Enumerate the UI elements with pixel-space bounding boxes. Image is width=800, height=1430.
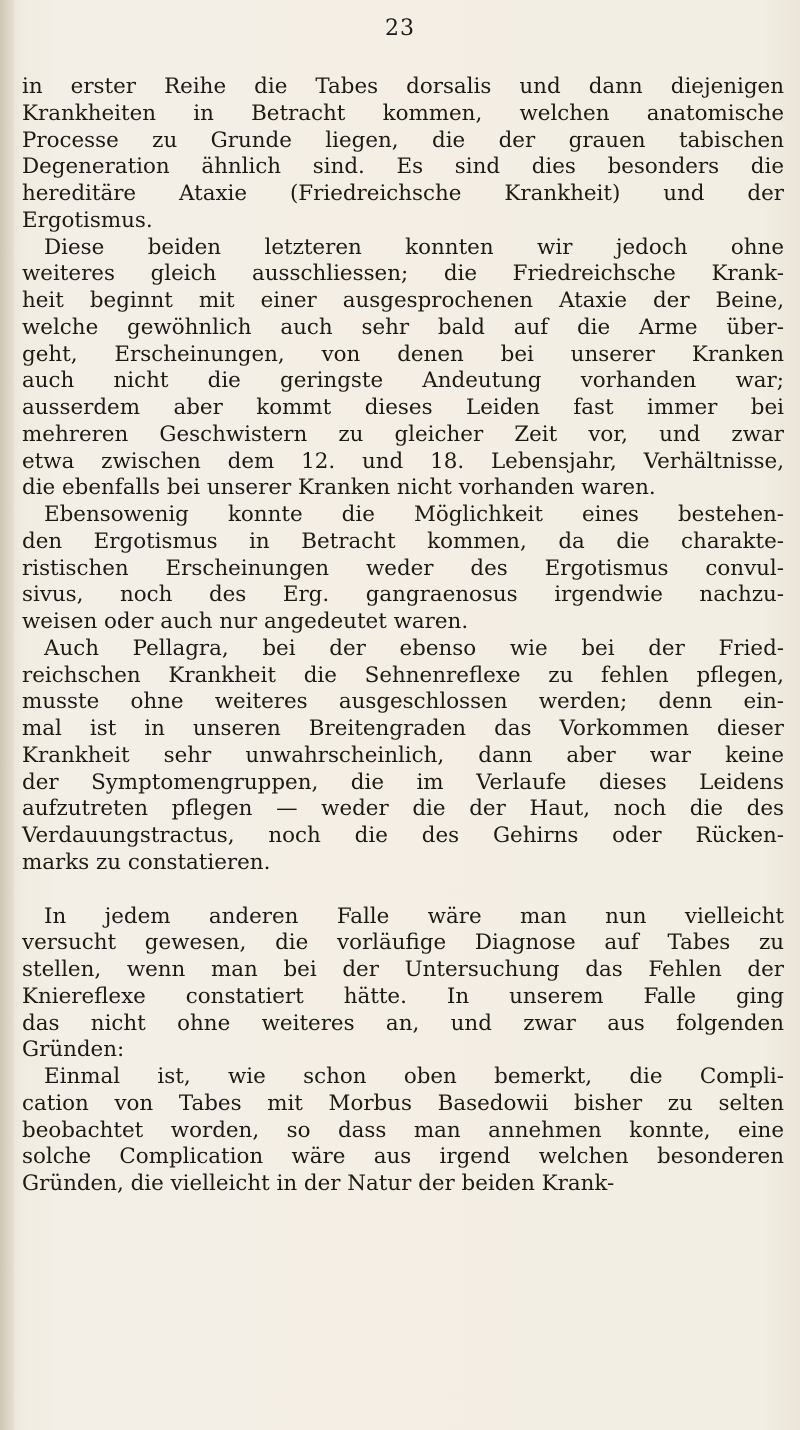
text-line: mal ist in unseren Breitengraden das Vorkommen dieser <box>22 716 784 741</box>
paragraph <box>22 502 784 636</box>
text-line: Diese beiden letzteren konnten wir jedoch ohne <box>44 234 784 260</box>
text-line: cation von Tabes mit Morbus Basedowii bisher zu selten <box>22 1090 784 1116</box>
text-line: welche gewöhnlich auch sehr bald auf die Arme über- <box>22 314 784 340</box>
paragraph-gap <box>22 877 784 904</box>
text-line: Gründen, die vielleicht in der Natur der beiden Krank- <box>22 1171 615 1196</box>
text-line: stellen, wenn man bei der Untersuchung das Fehlen der <box>22 957 784 982</box>
text-line: Krankheiten in Betracht kommen, welchen anatomische <box>22 100 784 126</box>
text-line: sivus, noch des Erg. gangraenosus irgendwie nachzu- <box>22 582 784 608</box>
text-line: den Ergotismus in Betracht kommen, da die charakte- <box>22 528 784 554</box>
text-line: das nicht ohne weiteres an, und zwar aus folgenden <box>22 1010 784 1036</box>
text-line: etwa zwischen dem 12. und 18. Lebensjahr, Verhältnisse, <box>22 448 784 474</box>
text-line: Einmal ist, wie schon oben bemerkt, die Compli- <box>44 1064 784 1089</box>
text-line: Processe zu Grunde liegen, die der grauen tabischen <box>22 127 784 153</box>
text-line: der Symptomengruppen, die im Verlaufe dieses Leidens <box>22 769 784 795</box>
paragraph <box>22 74 784 235</box>
text-line: Verdauungstractus, noch die des Gehirns oder Rücken- <box>22 823 784 848</box>
text-line: heit beginnt mit einer ausgesprochenen Ataxie der Beine, <box>22 288 784 313</box>
page-number: 23 <box>385 16 415 41</box>
text-line: Ebensowenig konnte die Möglichkeit eines bestehen- <box>44 502 784 527</box>
paragraph <box>22 235 784 503</box>
text-line: weiteres gleich ausschliessen; die Friedreichsche Krank- <box>22 261 784 287</box>
text-line: in erster Reihe die Tabes dorsalis und dann diejenigen <box>22 74 784 99</box>
binding-edge <box>0 0 14 1430</box>
body-text <box>22 74 784 1198</box>
text-line: geht, Erscheinungen, von denen bei unserer Kranken <box>22 341 784 367</box>
text-line: marks zu constatieren. <box>22 849 271 875</box>
text-line: ristischen Erscheinungen weder des Ergotismus convul- <box>22 555 784 581</box>
text-line: auch nicht die geringste Andeutung vorhanden war; <box>22 368 784 394</box>
text-line: hereditäre Ataxie (Friedreichsche Krankheit) und der <box>22 181 784 206</box>
text-line: beobachtet worden, so dass man annehmen konnte, eine <box>22 1117 784 1143</box>
text-line: Auch Pellagra, bei der ebenso wie bei der Fried- <box>44 635 784 661</box>
text-line: Gründen: <box>22 1037 125 1063</box>
text-line: Ergotismus. <box>22 207 153 233</box>
paragraph <box>22 904 784 1065</box>
text-line: mehreren Geschwistern zu gleicher Zeit vor, und zwar <box>22 421 784 447</box>
text-line: aufzutreten pflegen — weder die der Haut, noch die des <box>22 796 784 822</box>
text-line: In jedem anderen Falle wäre man nun vielleicht <box>44 903 784 929</box>
text-line: Degeneration ähnlich sind. Es sind dies besonders die <box>22 154 784 180</box>
text-line: die ebenfalls bei unserer Kranken nicht vorhanden waren. <box>22 475 656 501</box>
text-line: Krankheit sehr unwahrscheinlich, dann aber war keine <box>22 742 784 768</box>
text-line: versucht gewesen, die vorläufige Diagnose auf Tabes zu <box>22 930 784 956</box>
text-line: reichschen Krankheit die Sehnenreflexe zu fehlen pflegen, <box>22 662 784 688</box>
text-line: ausserdem aber kommt dieses Leiden fast immer bei <box>22 395 784 420</box>
text-line: Kniereflexe constatiert hätte. In unserem Falle ging <box>22 983 784 1009</box>
text-line: musste ohne weiteres ausgeschlossen werden; denn ein- <box>22 689 784 715</box>
text-line: solche Complication wäre aus irgend welchen besonderen <box>22 1144 784 1170</box>
paragraph <box>22 1064 784 1198</box>
text-line: weisen oder auch nur angedeutet waren. <box>22 609 469 634</box>
paragraph <box>22 636 784 877</box>
